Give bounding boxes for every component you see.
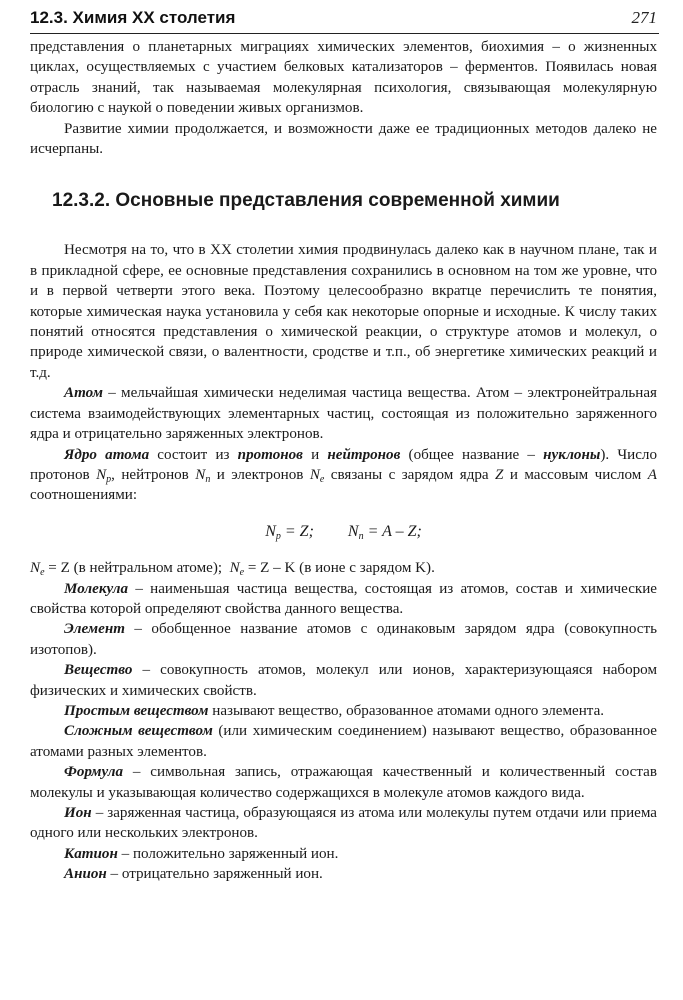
definition-molecule [30, 579, 657, 620]
term-cation: Катион [64, 845, 118, 862]
definition-molecule-text: – наименьшая частица вещества, состоящая из атомов, состав и химические свойства которой определяют свойства данного вещества. [30, 580, 657, 617]
formula-Nn: $N_n = A - Z$; [347, 522, 422, 542]
definition-anion [30, 864, 657, 884]
definition-ion [30, 803, 657, 844]
nucleus-text-4: ). Число протонов [30, 446, 657, 483]
formula-electrons-neutral-text: = Z (в нейтральном атоме); [44, 560, 223, 577]
term-element: Элемент [64, 621, 125, 638]
section-heading: 12.3.2. Основные представления современной химии [52, 190, 560, 212]
term-anion: Анион [64, 866, 107, 883]
nucleus-text-3: (общее название – [400, 446, 544, 463]
formula-Ne-neutral: $N_e$ [30, 560, 45, 579]
running-head-title: 12.3. Химия XX столетия [30, 8, 236, 27]
term-molecule: Молекула [64, 580, 129, 597]
header-rule [30, 33, 659, 34]
formula-Ne-ion: $N_e$ [229, 560, 245, 579]
term-nucleus: Ядро атома [64, 446, 150, 463]
definition-nucleus [30, 445, 657, 506]
definition-complex-substance [30, 721, 657, 762]
running-head [30, 8, 657, 28]
definition-anion-text: – отрицательно заряженный ион. [106, 866, 323, 883]
definition-cation-text: – положительно заряженный ион. [117, 845, 339, 862]
formula-electrons [30, 558, 657, 578]
definition-substance-text: – совокупность атомов, молекул или ионов, характеризующаяся набором физических и химических свойств. [30, 662, 657, 699]
definition-simple-text: называют вещество, образованное атомами одного элемента. [208, 702, 605, 719]
formula-protons-neutrons [30, 522, 657, 542]
term-protons: протонов [237, 446, 303, 463]
term-neutrons: нейтронов [327, 446, 401, 463]
definition-substance [30, 660, 657, 701]
symbol-N-e: $N_e$ [309, 466, 325, 485]
nucleus-text-5: , нейтронов [111, 466, 196, 483]
definition-formula-text: – символьная запись, отражающая качественный и количественный состав молекулы и указывающая количество содержащихся в молекуле атомов каждого вида. [30, 764, 657, 801]
formula-Np: $N_p = Z$; [265, 522, 314, 542]
symbol-N-n: $N_n$ [195, 466, 211, 485]
term-atom: Атом [64, 385, 103, 402]
term-ion: Ион [64, 805, 92, 821]
symbol-A: A [647, 466, 657, 483]
page-body [30, 37, 657, 885]
page-number: 271 [631, 8, 657, 27]
definition-atom [30, 383, 657, 444]
symbol-Z: Z [495, 466, 504, 483]
term-nucleons: нуклоны [543, 446, 601, 463]
nucleus-text-8: и массовым числом [503, 466, 648, 483]
definition-element-text: – обобщенное название атомов с одинаковым зарядом ядра (совокупность изотопов). [30, 621, 657, 658]
term-substance: Вещество [64, 662, 133, 679]
nucleus-text-9: соотношениями: [30, 487, 138, 504]
nucleus-text-1: состоит из [149, 446, 238, 463]
nucleus-text-7: связаны с зарядом ядра [324, 466, 496, 483]
term-simple-substance: Простым веществом [64, 702, 209, 719]
definition-cation [30, 844, 657, 864]
term-formula: Формула [64, 764, 124, 781]
definition-ion-text: – заряженная частица, образующаяся из атома или молекулы путем отдачи или приема одного или нескольких электронов. [30, 805, 657, 842]
definition-atom-text: – мельчайшая химически неделимая частица вещества. Атом – электронейтральная система взаимодействующих элементарных частиц, состоящая из положительно заряженного ядра и отрицательно заряженных электронов. [30, 385, 657, 443]
definition-complex-text: (или химическим соединением) называют вещество, образованное атомами разных элементов. [30, 723, 657, 760]
formula-electrons-ion-text: = Z – K (в ионе с зарядом K). [244, 560, 435, 577]
intro-paragraph-2: Развитие химии продолжается, и возможности даже ее традиционных методов далеко не исчерпаны. [30, 120, 657, 158]
section-paragraph: Несмотря на то, что в XX столетии химия продвинулась далеко как в научном плане, так и в прикладной сфере, ее основные представления сохранились в основном на том же уровне, что и в первой четверти этого века. Поэтому целесообразно вкратце перечислить те понятия, которые химическая наука установила у себя как некоторые опорные и исходные. К числу таких понятий относятся представления о химической реакции, о структуре атомов и молекул, о природе химической связи, о валентности, сродстве и т.п., об энергетике химических реакций и т.д. [30, 242, 657, 381]
definition-simple-substance [30, 701, 657, 721]
symbol-N-p: $N_p$ [96, 466, 112, 485]
definition-formula [30, 762, 657, 803]
intro-paragraph-1: представления о планетарных миграциях химических элементов, биохимия – о жизненных циклах, осуществляемых с участием белковых катализаторов – ферментов. Появилась новая отрасль знаний, так называемая молекулярная психология, связывающая молекулярную биологию с наукой о поведении живых организмов. [30, 39, 657, 117]
nucleus-text-6: и электронов [210, 466, 310, 483]
term-complex-substance: Сложным веществом [64, 723, 213, 740]
nucleus-text-2: и [302, 446, 328, 463]
definition-element [30, 619, 657, 660]
